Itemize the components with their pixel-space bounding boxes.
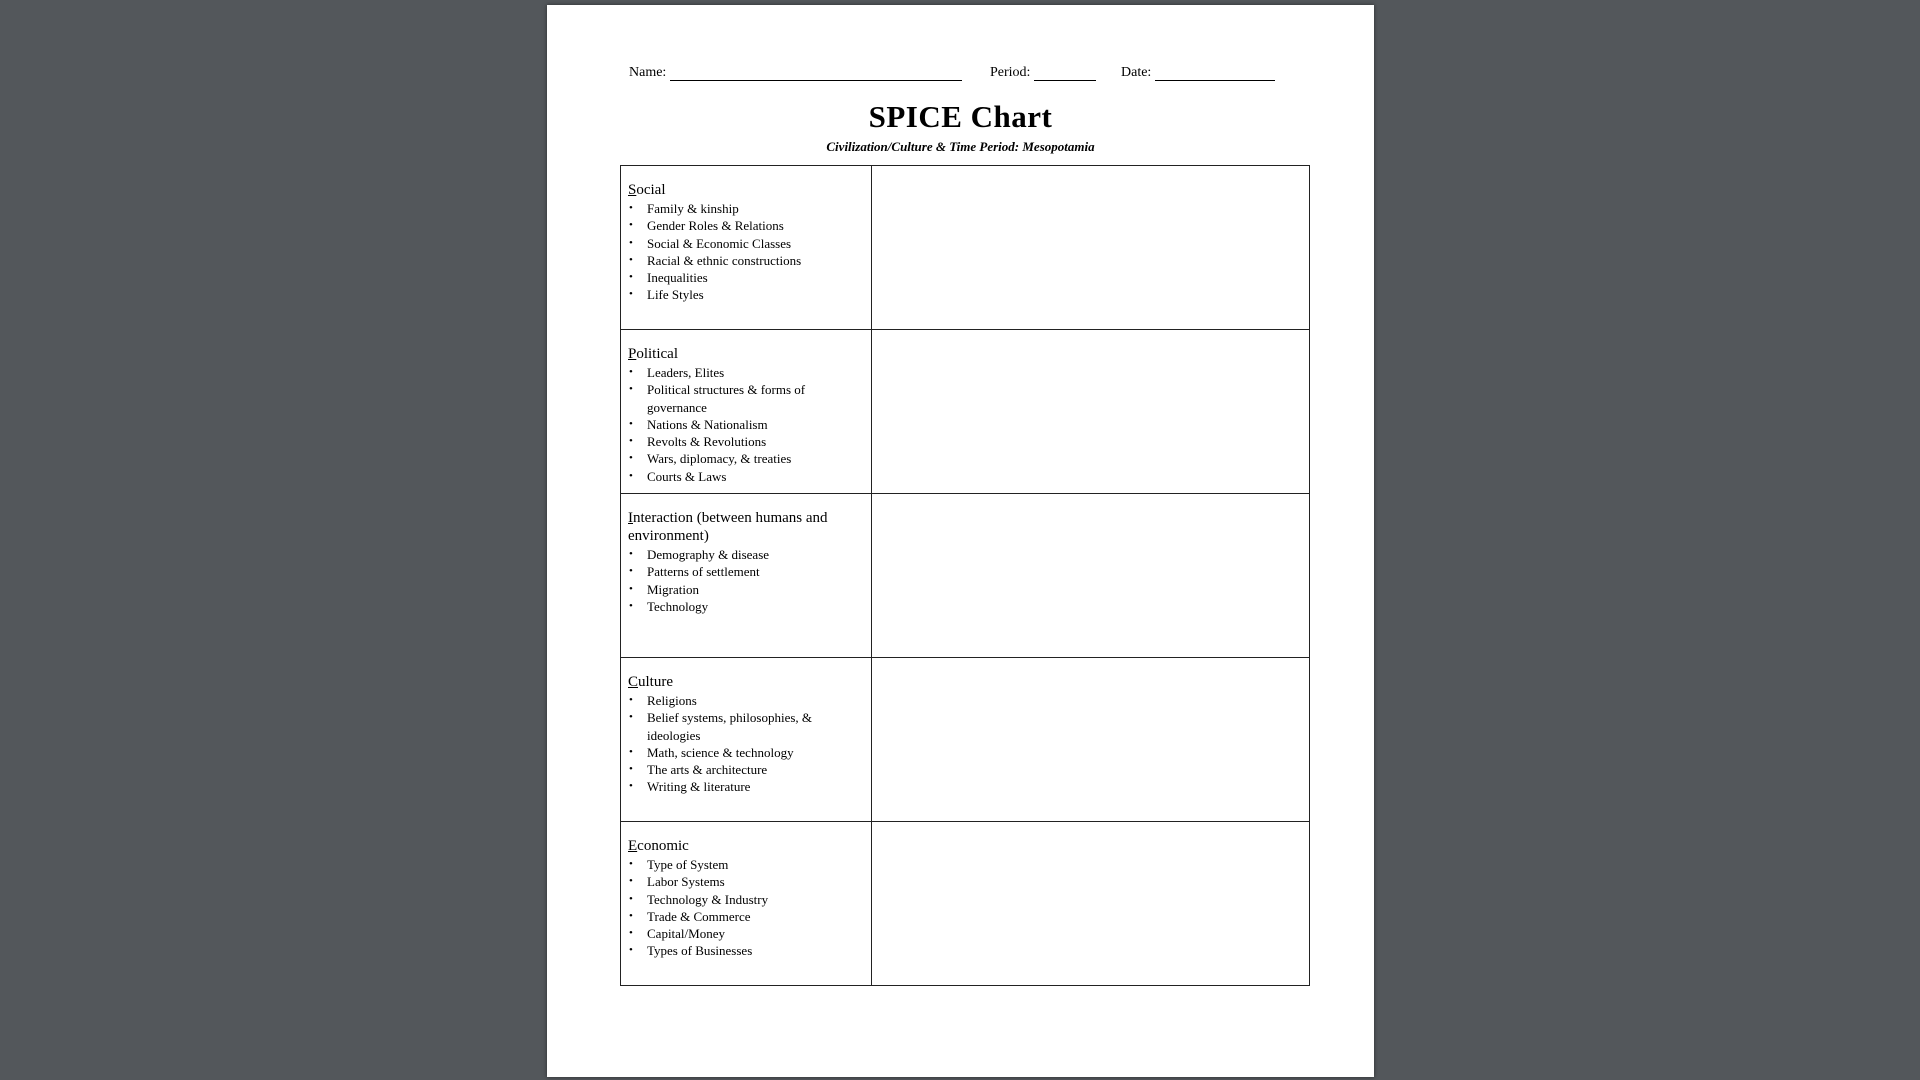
notes-cell[interactable] xyxy=(872,658,1310,822)
list-item-text: Life Styles xyxy=(647,287,704,303)
name-label: Name: xyxy=(629,65,667,80)
list-item xyxy=(628,908,865,925)
bullet-icon: • xyxy=(629,599,633,612)
list-item xyxy=(628,709,865,744)
category-cell xyxy=(621,822,872,986)
list-item xyxy=(628,381,865,416)
list-item xyxy=(628,856,865,873)
list-item-text: Type of System xyxy=(647,857,729,872)
bullet-icon: • xyxy=(629,202,633,214)
list-item-text: Trade & Commerce xyxy=(647,908,751,924)
bullet-icon: • xyxy=(629,366,633,378)
spice-row xyxy=(621,822,1310,986)
list-item-text: Nations & Nationalism xyxy=(647,416,768,432)
list-item xyxy=(628,598,865,615)
category-initial: E xyxy=(628,838,638,854)
list-item-text: Courts & Laws xyxy=(647,468,727,484)
list-item-text: Writing & literature xyxy=(647,779,751,795)
bullet-icon: • xyxy=(629,927,633,940)
list-item-text: Technology xyxy=(647,598,709,614)
list-item xyxy=(628,286,865,303)
list-item-text: Patterns of settlement xyxy=(647,564,760,580)
category-initial: P xyxy=(628,346,637,362)
bullet-icon: • xyxy=(629,711,633,724)
list-item xyxy=(628,942,865,959)
bullet-icon: • xyxy=(629,745,633,758)
list-item xyxy=(628,692,865,709)
list-item-text: Social & Economic Classes xyxy=(647,235,792,251)
list-item xyxy=(628,744,865,761)
period-blank-line xyxy=(1034,66,1096,81)
category-title xyxy=(628,181,865,199)
bullet-icon: • xyxy=(629,383,633,396)
bullet-icon: • xyxy=(629,565,633,578)
bullet-icon: • xyxy=(629,271,633,284)
bullet-icon: • xyxy=(629,469,633,482)
category-item-list xyxy=(628,856,865,960)
list-item xyxy=(628,581,865,598)
spice-row xyxy=(621,330,1310,494)
student-info-line xyxy=(629,65,1289,87)
list-item-text: Racial & ethnic constructions xyxy=(647,252,802,268)
list-item-text: Capital/Money xyxy=(647,926,725,942)
bullet-icon: • xyxy=(629,219,633,232)
list-item xyxy=(628,891,865,908)
category-cell xyxy=(621,494,872,658)
notes-cell[interactable] xyxy=(872,822,1310,986)
spice-table xyxy=(620,165,1310,986)
category-initial: I xyxy=(628,510,633,526)
category-title-rest: conomic xyxy=(637,838,689,854)
name-blank-line xyxy=(670,66,962,81)
category-title xyxy=(628,673,865,691)
category-title-rest: olitical xyxy=(636,346,678,362)
spice-row xyxy=(621,658,1310,822)
document-page xyxy=(547,5,1374,1077)
category-cell xyxy=(621,658,872,822)
list-item xyxy=(628,416,865,433)
bullet-icon: • xyxy=(629,909,633,922)
list-item-text: Leaders, Elites xyxy=(647,365,725,380)
category-title-rest: ocial xyxy=(636,182,666,198)
notes-cell[interactable] xyxy=(872,330,1310,494)
bullet-icon: • xyxy=(629,694,633,706)
category-title xyxy=(628,509,865,545)
list-item xyxy=(628,546,865,563)
category-item-list xyxy=(628,546,865,615)
date-field xyxy=(1121,65,1275,81)
category-cell xyxy=(621,330,872,494)
list-item xyxy=(628,925,865,942)
notes-cell[interactable] xyxy=(872,494,1310,658)
list-item-text: Family & kinship xyxy=(647,201,739,216)
category-item-list xyxy=(628,200,865,304)
category-initial: S xyxy=(628,182,637,198)
period-label: Period: xyxy=(990,65,1031,80)
bullet-icon: • xyxy=(629,763,633,776)
list-item xyxy=(628,200,865,217)
list-item xyxy=(628,235,865,252)
list-item-text: Inequalities xyxy=(647,270,708,286)
bullet-icon: • xyxy=(629,548,633,560)
list-item xyxy=(628,364,865,381)
category-initial: C xyxy=(628,674,639,690)
bullet-icon: • xyxy=(629,875,633,888)
bullet-icon: • xyxy=(629,288,633,301)
bullet-icon: • xyxy=(629,452,633,465)
list-item-text: Belief systems, philosophies, & ideologies xyxy=(647,710,813,743)
list-item xyxy=(628,450,865,467)
bullet-icon: • xyxy=(629,253,633,266)
list-item xyxy=(628,433,865,450)
list-item-text: Labor Systems xyxy=(647,874,725,890)
notes-cell[interactable] xyxy=(872,166,1310,330)
period-field xyxy=(990,65,1096,81)
spice-row xyxy=(621,494,1310,658)
list-item xyxy=(628,252,865,269)
category-item-list xyxy=(628,364,865,485)
date-blank-line xyxy=(1155,66,1275,81)
bullet-icon: • xyxy=(629,858,633,870)
category-cell xyxy=(621,166,872,330)
list-item-text: Types of Businesses xyxy=(647,943,753,959)
list-item-text: Migration xyxy=(647,581,699,597)
bullet-icon: • xyxy=(629,780,633,793)
bullet-icon: • xyxy=(629,417,633,430)
category-title xyxy=(628,837,865,855)
list-item xyxy=(628,761,865,778)
spice-row xyxy=(621,166,1310,330)
list-item xyxy=(628,563,865,580)
list-item xyxy=(628,778,865,795)
list-item-text: Political structures & forms of governance xyxy=(647,382,806,415)
page-subtitle: Civilization/Culture & Time Period: Mesopotamia xyxy=(826,139,1095,154)
list-item-text: Gender Roles & Relations xyxy=(647,218,784,234)
bullet-icon: • xyxy=(629,236,633,249)
list-item xyxy=(628,873,865,890)
list-item xyxy=(628,269,865,286)
list-item-text: Revolts & Revolutions xyxy=(647,434,767,450)
list-item-text: The arts & architecture xyxy=(647,762,768,778)
list-item xyxy=(628,217,865,234)
list-item xyxy=(628,468,865,485)
list-item-text: Wars, diplomacy, & treaties xyxy=(647,451,792,467)
list-item-text: Math, science & technology xyxy=(647,744,794,760)
bullet-icon: • xyxy=(629,944,633,957)
page-title: SPICE Chart xyxy=(868,99,1053,134)
list-item-text: Technology & Industry xyxy=(647,891,769,907)
bullet-icon: • xyxy=(629,582,633,595)
bullet-icon: • xyxy=(629,892,633,905)
category-title xyxy=(628,345,865,363)
category-title-rest: nteraction (between humans and environment) xyxy=(628,510,828,544)
name-field xyxy=(629,65,962,81)
bullet-icon: • xyxy=(629,435,633,448)
category-title-rest: ulture xyxy=(638,674,674,690)
list-item-text: Religions xyxy=(647,693,697,708)
date-label: Date: xyxy=(1121,65,1152,80)
category-item-list xyxy=(628,692,865,796)
list-item-text: Demography & disease xyxy=(647,547,770,562)
